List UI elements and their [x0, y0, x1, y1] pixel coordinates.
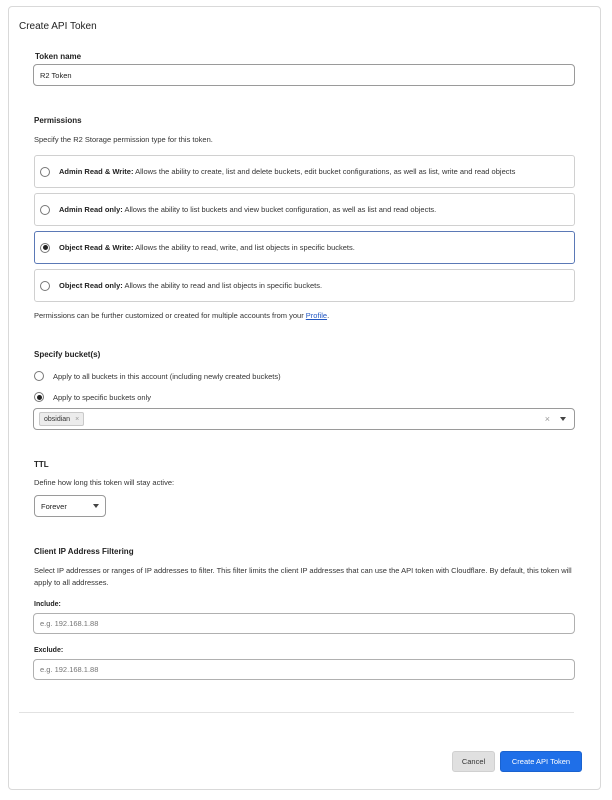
radio-bucket-specific[interactable] [34, 392, 44, 402]
ttl-select[interactable] [34, 495, 106, 517]
permission-name: Object Read only: [59, 281, 123, 290]
include-label: Include: [34, 601, 61, 608]
permissions-footer-end: . [327, 311, 330, 320]
include-input[interactable] [33, 613, 575, 634]
permission-desc: Allows the ability to list buckets and view bucket configuration, as well as list and read objects. [124, 205, 437, 214]
bucket-option-specific[interactable] [34, 392, 151, 402]
radio-object-read-write[interactable] [40, 243, 50, 253]
radio-admin-read-only[interactable] [40, 205, 50, 215]
permission-name: Admin Read only: [59, 205, 123, 214]
permissions-heading: Permissions [34, 116, 82, 125]
exclude-label: Exclude: [34, 647, 64, 654]
bucket-tag-label: obsidian [44, 415, 71, 423]
footer-divider [19, 712, 574, 713]
radio-admin-read-write[interactable] [40, 167, 50, 177]
dialog-title: Create API Token [19, 21, 97, 32]
bucket-option-all-label: Apply to all buckets in this account (including newly created buckets) [53, 371, 281, 381]
ip-filter-description: Select IP addresses or ranges of IP addresses to filter. This filter limits the client IP addresses that can use the API token with Cloudflare. By default, this token will apply to all addresses. [34, 566, 572, 587]
bucket-tag [39, 412, 84, 426]
bucket-option-all[interactable] [34, 371, 281, 381]
create-api-token-button[interactable]: Create API Token [500, 751, 582, 772]
ttl-heading: TTL [34, 460, 49, 469]
permission-name: Admin Read & Write: [59, 167, 134, 176]
ttl-value: Forever [41, 501, 67, 511]
exclude-input[interactable] [33, 659, 575, 680]
permission-object-read-only[interactable] [34, 269, 575, 302]
radio-object-read-only[interactable] [40, 281, 50, 291]
permission-desc: Allows the ability to read, write, and list objects in specific buckets. [135, 243, 355, 252]
ip-filter-heading: Client IP Address Filtering [34, 547, 134, 556]
bucket-select[interactable] [33, 408, 575, 430]
chevron-down-icon [93, 504, 99, 508]
bucket-option-specific-label: Apply to specific buckets only [53, 392, 151, 402]
permissions-footer [34, 311, 329, 320]
permissions-description: Specify the R2 Storage permission type for this token. [34, 135, 213, 144]
permission-object-read-write[interactable] [34, 231, 575, 264]
tag-remove-icon[interactable]: × [75, 415, 80, 423]
permission-admin-read-only[interactable] [34, 193, 575, 226]
clear-icon[interactable]: × [544, 414, 550, 424]
chevron-down-icon[interactable] [560, 417, 566, 421]
permission-desc: Allows the ability to read and list objects in specific buckets. [124, 281, 323, 290]
permission-desc: Allows the ability to create, list and delete buckets, edit bucket configurations, as well as list, write and read objects [135, 167, 516, 176]
buckets-heading: Specify bucket(s) [34, 350, 101, 359]
token-name-input[interactable] [33, 64, 575, 86]
profile-link[interactable]: Profile [305, 311, 328, 320]
permission-name: Object Read & Write: [59, 243, 134, 252]
radio-bucket-all[interactable] [34, 371, 44, 381]
ttl-description: Define how long this token will stay active: [34, 478, 175, 487]
permission-admin-read-write[interactable] [34, 155, 575, 188]
token-name-label: Token name [35, 52, 82, 61]
permissions-footer-text: Permissions can be further customized or created for multiple accounts from your [34, 311, 304, 320]
cancel-button[interactable]: Cancel [452, 751, 495, 772]
